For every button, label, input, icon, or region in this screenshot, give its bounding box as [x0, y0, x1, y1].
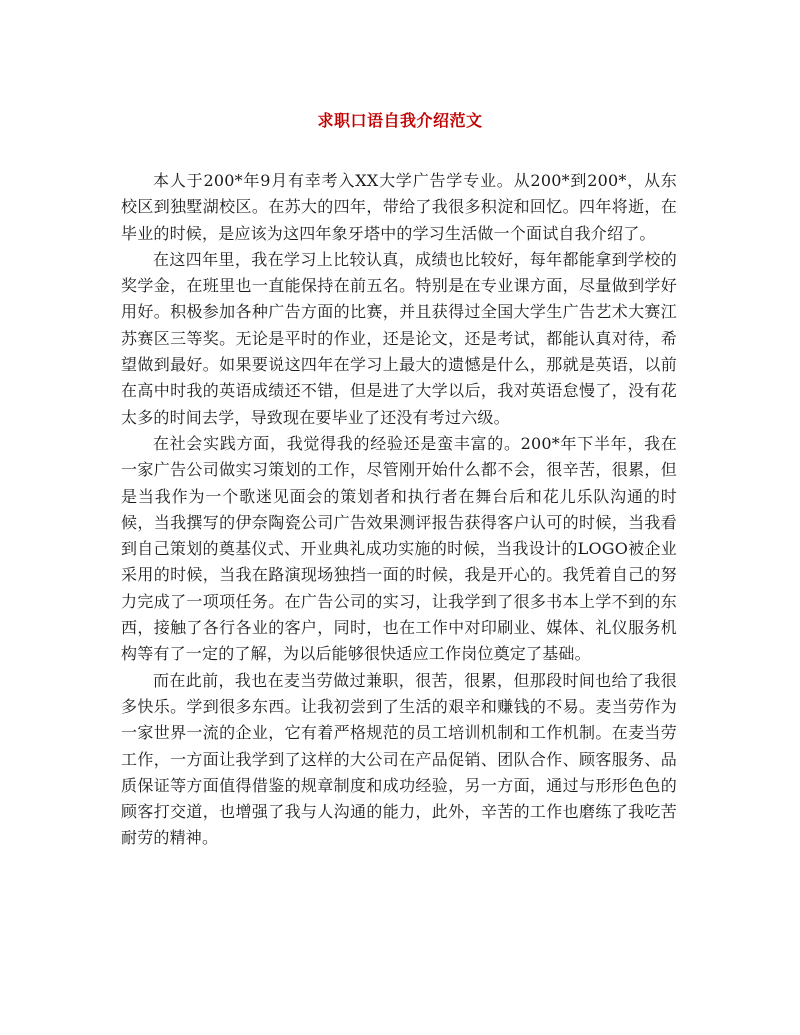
document-body [121, 168, 677, 852]
page-title: 求职口语自我介绍范文 [317, 111, 483, 130]
paragraph-4: 而在此前，我也在麦当劳做过兼职，很苦，很累，但那段时间也给了我很多快乐。学到很多东西。让我初尝到了生活的艰辛和赚钱的不易。麦当劳作为一家世界一流的企业，它有着严格规范的员工培训机制和工作机制。在麦当劳工作，一方面让我学到了这样的大公司在产品促销、团队合作、顾客服务、品质保证等方面值得借鉴的规章制度和成功经验，另一方面，通过与形形色色的顾客打交道，也增强了我与人沟通的能力，此外，辛苦的工作也磨练了我吃苦耐劳的精神。 [121, 670, 677, 848]
paragraph-3: 在社会实践方面，我觉得我的经验还是蛮丰富的。200*年下半年，我在一家广告公司做实习策划的工作，尽管刚开始什么都不会，很辛苦，很累，但是当我作为一个歌迷见面会的策划者和执行者在舞台后和花儿乐队沟通的时候，当我撰写的伊奈陶瓷公司广告效果测评报告获得客户认可的时候，当我看到自己策划的奠基仪式、开业典礼成功实施的时候，当我设计的LOGO被企业采用的时候，当我在路演现场独挡一面的时候，我是开心的。我凭着自己的努力完成了一项项任务。在广告公司的实习，让我学到了很多书本上学不到的东西，接触了各行各业的客户，同时，也在工作中对印刷业、媒体、礼仪服务机构等有了一定的了解，为以后能够很快适应工作岗位奠定了基础。 [121, 433, 677, 664]
paragraph-1: 本人于200*年9月有幸考入XX大学广告学专业。从200*到200*，从东校区到独墅湖校区。在苏大的四年，带给了我很多积淀和回忆。四年将逝，在毕业的时候，是应该为这四年象牙塔中的学习生活做一个面试自我介绍了。 [121, 171, 677, 243]
paragraph-2: 在这四年里，我在学习上比较认真，成绩也比较好，每年都能拿到学校的奖学金，在班里也一直能保持在前五名。特别是在专业课方面，尽量做到学好用好。积极参加各种广告方面的比赛，并且获得过全国大学生广告艺术大赛江苏赛区三等奖。无论是平时的作业，还是论文，还是考试，都能认真对待，希望做到最好。如果要说这四年在学习上最大的遗憾是什么，那就是英语，以前在高中时我的英语成绩还不错，但是进了大学以后，我对英语怠慢了，没有花太多的时间去学，导致现在要毕业了还没有考过六级。 [121, 249, 677, 427]
